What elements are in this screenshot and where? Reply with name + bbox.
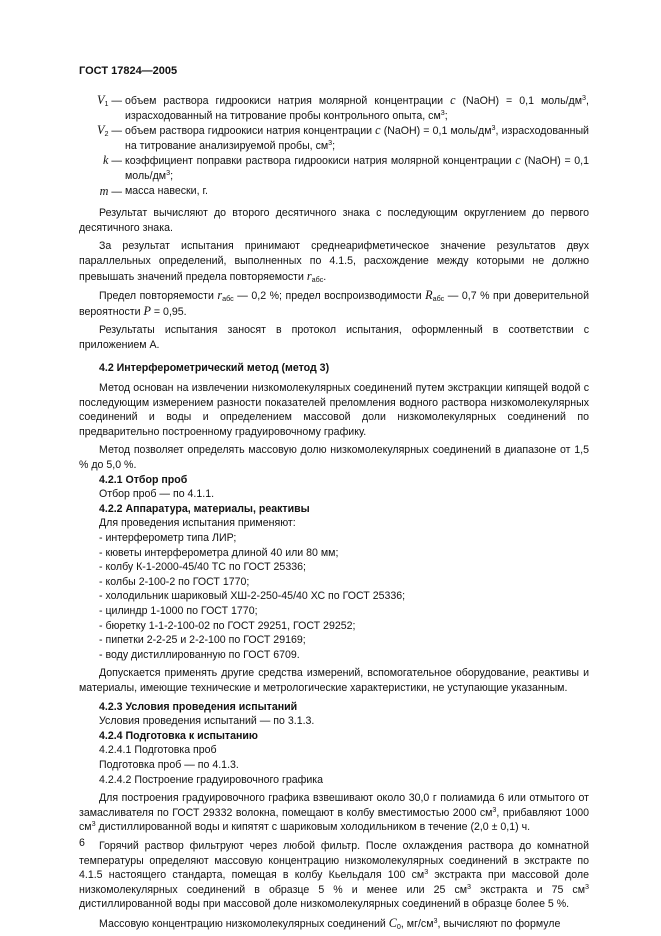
- list-item: - цилиндр 1-1000 по ГОСТ 1770;: [99, 605, 258, 617]
- section-heading-4-2: 4.2 Интерферометрический метод (метод 3): [99, 361, 330, 374]
- paragraph-range: Метод позволяет определять массовую долю низкомолекулярных соединений в диапазоне от 1,5 % до 5,0 %.: [79, 444, 589, 472]
- subsection-heading-4-2-4: 4.2.4 Подготовка к испытанию: [99, 729, 258, 742]
- paragraph-limits: Предел повторяемости $r_{абс}$ — 0,2 %; предел воспроизводимости $R_{абс}$ — 0,7 % при доверительной вероятности P = 0,95.: [79, 288, 589, 318]
- paragraph-sample-prep: Подготовка проб — по 4.1.3.: [99, 758, 239, 771]
- subsection-heading-4-2-2: 4.2.2 Аппаратура, материалы, реактивы: [99, 502, 310, 515]
- paragraph-allowance: Допускается применять другие средства измерений, вспомогательное оборудование, реактивы и материалы, имеющие технические и метрологические характеристики, не уступающие указанным.: [79, 667, 589, 694]
- paragraph-protocol: Результаты испытания заносят в протокол испытания, оформленный в соответствии с приложением А.: [79, 324, 589, 351]
- document-header: ГОСТ 17824—2005: [79, 65, 178, 77]
- paragraph-conditions: Условия проведения испытаний — по 3.1.3.: [99, 715, 315, 728]
- list-item: - колбы 2-100-2 по ГОСТ 1770;: [99, 575, 250, 588]
- symbol-v: V: [97, 93, 105, 107]
- list-item: - кюветы интерферометра длиной 40 или 80 мм;: [99, 546, 339, 559]
- paragraph-apparatus-intro: Для проведения испытания применяют:: [99, 517, 296, 530]
- subsection-heading-4-2-4-2: 4.2.4.2 Построение градуировочного графика: [99, 773, 324, 786]
- paragraph-sampling: Отбор проб — по 4.1.1.: [99, 488, 215, 501]
- subsection-heading-4-2-1: 4.2.1 Отбор проб: [99, 473, 188, 486]
- definition-v1: $V_1$ — объем раствора гидроокиси натрия молярной концентрации c (NaOH) = 0,1 моль/$дм^3$, израсходованный на титрование пробы контрольного опыта, $см^3$;: [97, 93, 589, 122]
- paragraph-filtration: Горячий раствор фильтруют через любой фильтр. После охлаждения раствора до комнатной температуры определяют массовую концентрацию низкомолекулярных соединений в экстракте по 4.1.5 настоящего стандарта, помещая в колбу Кьельдаля 100 $см^3$ экстракта при массовой доле низкомолекулярных соединений в образце 5 % и менее или 25 $см^3$ экстракта и 75 $см^3$ дистиллированной воды при массовой доле низкомолекулярных соединений в образце более 5 %.: [79, 839, 590, 911]
- page-content: [79, 93, 589, 931]
- definition-v2: $V_2$ — объем раствора гидроокиси натрия концентрации c (NaOH) = 0,1 моль/$дм^3$, израсходованный на титрование анализируемой пробы, $см^3$;: [97, 123, 589, 152]
- definition-m: m — масса навески, г.: [99, 183, 208, 198]
- paragraph-result-mean: За результат испытания принимают среднеарифметическое значение результатов двух параллельных определений, выполненных по 4.1.5, расхождение между которыми не должно превышать значений предела повторяемости $r_{абс}$.: [79, 240, 589, 284]
- symbol-k: k: [103, 153, 109, 168]
- list-item: - интерферометр типа ЛИР;: [99, 532, 237, 545]
- list-item: - пипетки 2-2-25 и 2-2-100 по ГОСТ 29169;: [99, 634, 306, 647]
- list-item: - воду дистиллированную по ГОСТ 6709.: [99, 648, 300, 661]
- definition-k: k — коэффициент поправки раствора гидроокиси натрия молярной концентрации c (NaOH) = 0,1 моль/$дм^3$;: [103, 153, 589, 182]
- list-item: - бюретку 1-1-2-100-02 по ГОСТ 29251, ГОСТ 29252;: [99, 619, 356, 632]
- subsection-heading-4-2-4-1: 4.2.4.1 Подготовка проб: [99, 744, 217, 757]
- paragraph-method: Метод основан на извлечении низкомолекулярных соединений путем экстракции кипящей водой с последующим измерением разности показателей преломления водного раствора низкомолекулярных соединений и воды и определением массовой доли низкомолекулярных соединений по предварительно построенному градуировочному графику.: [79, 382, 589, 438]
- symbol-v: V: [97, 123, 105, 138]
- subsection-heading-4-2-3: 4.2.3 Условия проведения испытаний: [99, 700, 298, 713]
- page-number: 6: [79, 837, 85, 849]
- list-item: - холодильник шариковый ХШ-2-250-45/40 ХС по ГОСТ 25336;: [99, 590, 406, 603]
- paragraph-calibration: Для построения градуировочного графика взвешивают около 30,0 г полиамида 6 или отмытого от замасливателя по ГОСТ 29332 волокна, помещают в колбу вместимостью 2000 $см^3$, прибавляют 1000 $см^3$ дистиллированной воды и кипятят с шариковым холодильником в течение (2,0 ± 0,1) ч.: [79, 792, 590, 834]
- paragraph-result-rounding: Результат вычисляют до второго десятичного знака с последующим округлением до первого десятичного знака.: [79, 207, 589, 234]
- list-item: - колбу К-1-2000-45/40 ТС по ГОСТ 25336;: [99, 561, 306, 574]
- paragraph-concentration: Массовую концентрацию низкомолекулярных соединений $C_0$, $мг/см^3$, вычисляют по формуле: [99, 915, 561, 931]
- symbol-m: m: [99, 183, 109, 198]
